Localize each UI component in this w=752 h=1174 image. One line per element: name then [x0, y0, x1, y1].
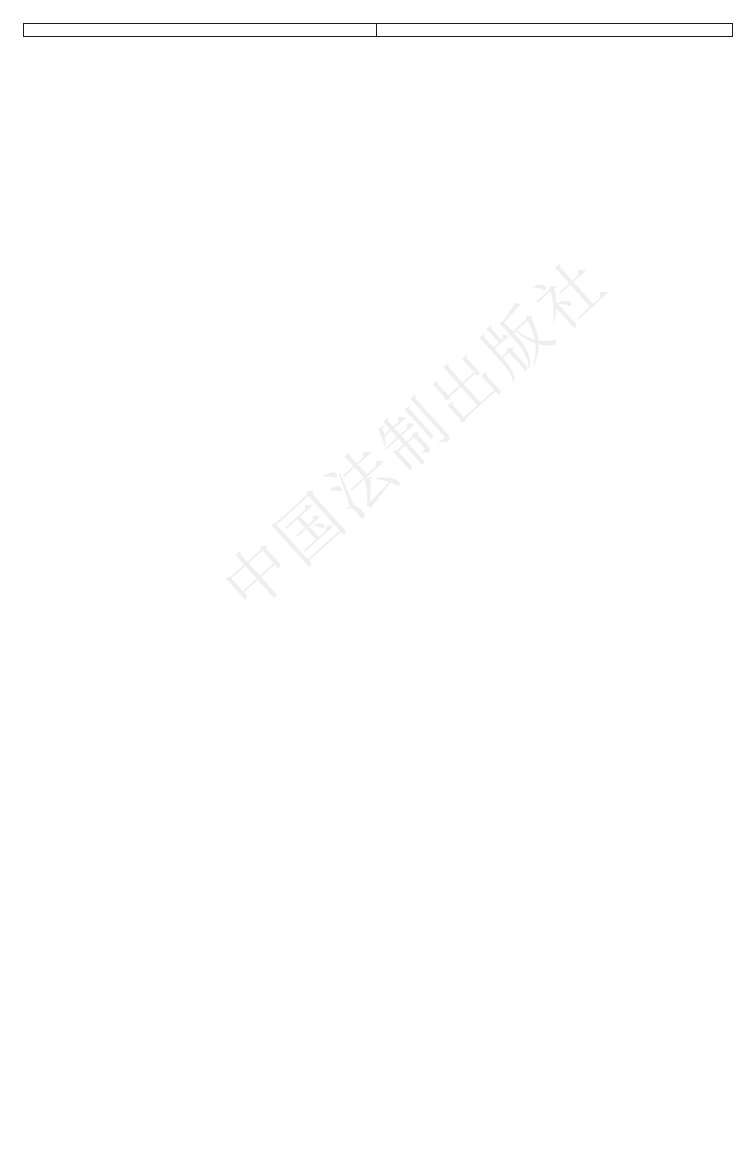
header-related-law — [24, 24, 377, 37]
publisher-watermark: 中国法制出版社 — [210, 243, 624, 627]
table-header-row — [24, 24, 733, 37]
header-civil-code — [377, 24, 733, 37]
comparison-table — [23, 23, 733, 37]
